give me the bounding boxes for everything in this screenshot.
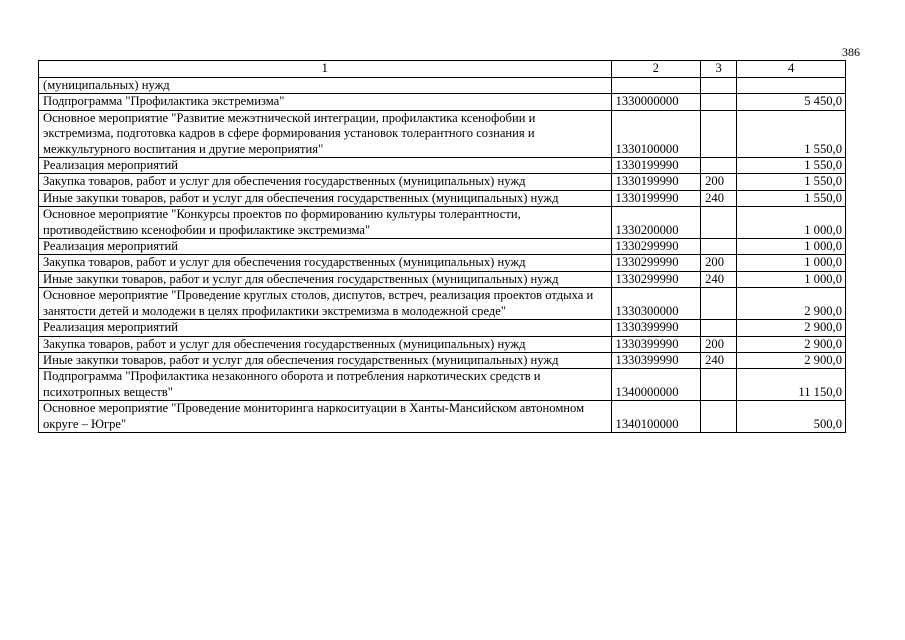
row-code: 1330300000 <box>611 288 701 320</box>
row-amount: 2 900,0 <box>737 336 846 352</box>
row-type <box>701 207 737 239</box>
row-amount: 2 900,0 <box>737 352 846 368</box>
row-amount: 2 900,0 <box>737 320 846 336</box>
row-amount: 1 550,0 <box>737 190 846 206</box>
row-type <box>701 110 737 157</box>
row-description: Реализация мероприятий <box>39 158 612 174</box>
header-col-2: 2 <box>611 61 701 78</box>
table-header-row <box>39 61 846 78</box>
row-description: Основное мероприятие "Конкурсы проектов по формированию культуры толерантности, противодействию ксенофобии и профилактике экстремизма" <box>39 207 612 239</box>
row-type <box>701 288 737 320</box>
table-row <box>39 352 846 368</box>
row-code: 1330199990 <box>611 190 701 206</box>
row-description: Закупка товаров, работ и услуг для обеспечения государственных (муниципальных) нужд <box>39 255 612 271</box>
page-number: 386 <box>842 45 860 59</box>
row-description: Подпрограмма "Профилактика незаконного оборота и потребления наркотических средств и психотропных веществ" <box>39 369 612 401</box>
row-description: Основное мероприятие "Проведение круглых столов, диспутов, встреч, реализация проектов отдыха и занятости детей и молодежи в целях профилактики экстремизма в молодежной среде" <box>39 288 612 320</box>
row-type: 240 <box>701 190 737 206</box>
row-code: 1330199990 <box>611 158 701 174</box>
table-row <box>39 320 846 336</box>
row-amount: 1 550,0 <box>737 174 846 190</box>
row-type <box>701 158 737 174</box>
table-row <box>39 158 846 174</box>
table-row <box>39 78 846 94</box>
table-row <box>39 271 846 287</box>
row-description: Иные закупки товаров, работ и услуг для обеспечения государственных (муниципальных) нужд <box>39 190 612 206</box>
table-row <box>39 239 846 255</box>
row-code: 1330299990 <box>611 271 701 287</box>
row-code <box>611 78 701 94</box>
row-description: Закупка товаров, работ и услуг для обеспечения государственных (муниципальных) нужд <box>39 336 612 352</box>
row-code: 1330200000 <box>611 207 701 239</box>
row-type <box>701 239 737 255</box>
row-type <box>701 369 737 401</box>
header-col-1: 1 <box>39 61 612 78</box>
row-description: Иные закупки товаров, работ и услуг для обеспечения государственных (муниципальных) нужд <box>39 271 612 287</box>
table-row <box>39 255 846 271</box>
row-amount: 5 450,0 <box>737 94 846 110</box>
row-type: 200 <box>701 255 737 271</box>
table-row <box>39 190 846 206</box>
table-row <box>39 207 846 239</box>
row-code: 1330199990 <box>611 174 701 190</box>
row-amount: 1 000,0 <box>737 239 846 255</box>
row-code: 1330299990 <box>611 255 701 271</box>
row-code: 1340000000 <box>611 369 701 401</box>
row-code: 1330399990 <box>611 352 701 368</box>
row-type: 200 <box>701 336 737 352</box>
row-code: 1340100000 <box>611 401 701 433</box>
row-type <box>701 401 737 433</box>
header-col-4: 4 <box>737 61 846 78</box>
row-code: 1330100000 <box>611 110 701 157</box>
table-row <box>39 174 846 190</box>
row-description: Основное мероприятие "Развитие межэтнической интеграции, профилактика ксенофобии и экстремизма, подготовка кадров в сфере формирования установок толерантного сознания и межкультурного воспитания и другие мероприятия" <box>39 110 612 157</box>
row-description: Реализация мероприятий <box>39 239 612 255</box>
table-row <box>39 369 846 401</box>
row-amount: 1 000,0 <box>737 255 846 271</box>
row-code: 1330299990 <box>611 239 701 255</box>
row-description: (муниципальных) нужд <box>39 78 612 94</box>
table-row <box>39 110 846 157</box>
row-description: Закупка товаров, работ и услуг для обеспечения государственных (муниципальных) нужд <box>39 174 612 190</box>
row-description: Иные закупки товаров, работ и услуг для обеспечения государственных (муниципальных) нужд <box>39 352 612 368</box>
row-code: 1330000000 <box>611 94 701 110</box>
table-row <box>39 336 846 352</box>
row-code: 1330399990 <box>611 320 701 336</box>
row-amount: 1 000,0 <box>737 271 846 287</box>
row-code: 1330399990 <box>611 336 701 352</box>
row-amount: 1 550,0 <box>737 158 846 174</box>
row-type <box>701 78 737 94</box>
row-type: 200 <box>701 174 737 190</box>
row-description: Подпрограмма "Профилактика экстремизма" <box>39 94 612 110</box>
header-col-3: 3 <box>701 61 737 78</box>
table-row <box>39 401 846 433</box>
row-type <box>701 94 737 110</box>
table-row <box>39 94 846 110</box>
row-description: Реализация мероприятий <box>39 320 612 336</box>
row-amount: 1 550,0 <box>737 110 846 157</box>
row-type: 240 <box>701 271 737 287</box>
table-row <box>39 288 846 320</box>
row-amount <box>737 78 846 94</box>
row-amount: 2 900,0 <box>737 288 846 320</box>
row-type: 240 <box>701 352 737 368</box>
row-amount: 500,0 <box>737 401 846 433</box>
row-type <box>701 320 737 336</box>
row-description: Основное мероприятие "Проведение мониторинга наркоситуации в Ханты-Мансийском автономном округе – Югре" <box>39 401 612 433</box>
budget-table <box>38 60 846 433</box>
row-amount: 1 000,0 <box>737 207 846 239</box>
row-amount: 11 150,0 <box>737 369 846 401</box>
